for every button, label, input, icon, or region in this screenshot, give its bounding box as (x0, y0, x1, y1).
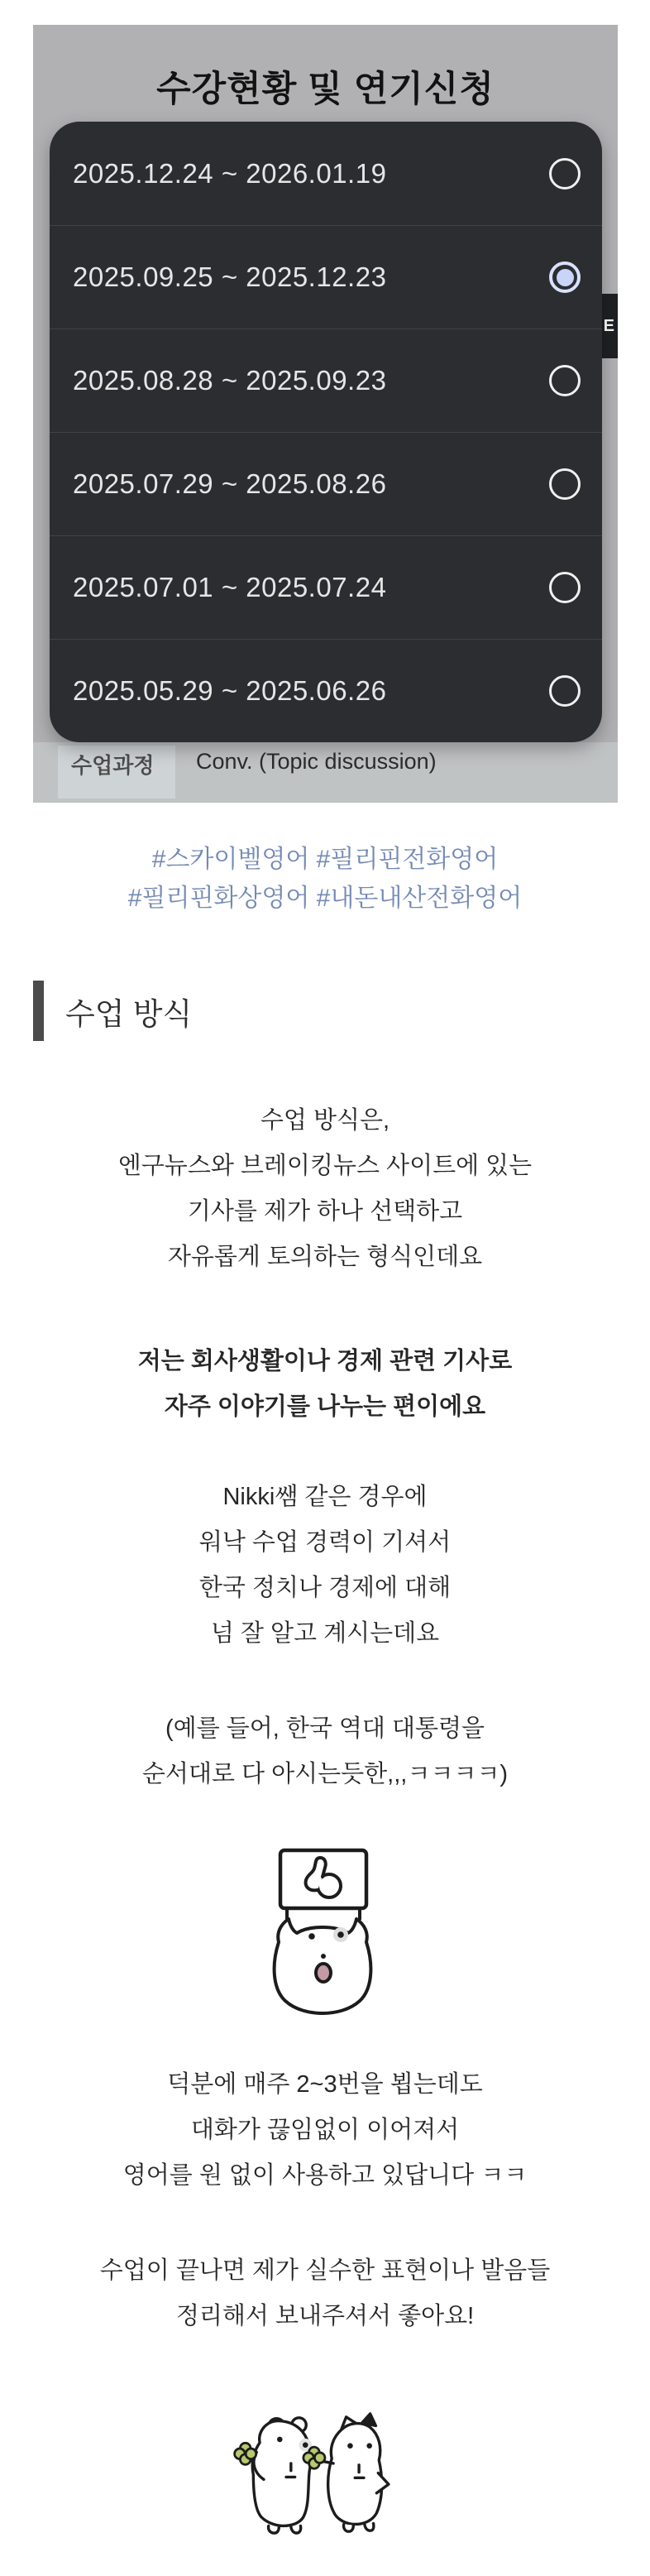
term-option[interactable] (50, 432, 602, 535)
clover-friends-doodle-svg (229, 2412, 394, 2536)
radio-button-icon[interactable] (549, 675, 581, 707)
paragraph-bold (0, 1339, 650, 1430)
paragraph-line: 기사를 제가 하나 선택하고 (187, 1198, 463, 1225)
course-type-label: 수업과정 (71, 753, 155, 778)
radio-button-icon[interactable] (549, 468, 581, 500)
radio-dot-icon (557, 269, 574, 286)
side-tab-button[interactable]: E (592, 294, 618, 358)
paragraph-line: 영어를 원 없이 사용하고 있답니다 ㅋㅋ (122, 2162, 528, 2189)
radio-button-icon[interactable] (549, 158, 581, 189)
radio-button-icon[interactable] (549, 261, 581, 293)
term-option-label: 2025.07.01 ~ 2025.07.24 (73, 572, 387, 602)
clover-friends-doodle (229, 2412, 394, 2536)
paragraph (0, 2062, 650, 2199)
app-screenshot (33, 25, 618, 803)
paragraph-line: (예를 들어, 한국 역대 대통령을 (165, 1715, 485, 1742)
thumbs-up-sign-doodle-svg (269, 1847, 376, 2015)
paragraph-line: Nikki쌤 같은 경우에 (222, 1484, 428, 1510)
paragraph (0, 1475, 650, 1657)
hashtag-line[interactable]: #필리핀화상영어 #내돈내산전화영어 (127, 885, 523, 912)
paragraph-line: 넘 잘 알고 계시는데요 (210, 1620, 440, 1647)
paragraph (0, 2248, 650, 2339)
paragraph-line: 순서대로 다 아시는듯한,,,ㅋㅋㅋㅋ) (141, 1761, 509, 1787)
hashtags[interactable] (0, 840, 650, 918)
background-table-row (33, 742, 618, 803)
term-option[interactable] (50, 329, 602, 432)
term-option[interactable] (50, 122, 602, 225)
section-bar (33, 981, 44, 1041)
paragraph-line: 자주 이야기를 나누는 편이에요 (164, 1394, 486, 1420)
section-title: 수업 방식 (65, 996, 193, 1031)
term-option[interactable] (50, 535, 602, 639)
term-option-label: 2025.09.25 ~ 2025.12.23 (73, 261, 387, 292)
paragraph-line: 대화가 끊임없이 이어져서 (190, 2117, 460, 2143)
paragraph-line: 정리해서 보내주셔서 좋아요! (175, 2303, 475, 2329)
term-option-label: 2025.05.29 ~ 2025.06.26 (73, 675, 387, 706)
paragraph-line: 자유롭게 토의하는 형식인데요 (167, 1244, 483, 1270)
term-option[interactable] (50, 225, 602, 329)
hashtag-line[interactable]: #스카이벨영어 #필리핀전화영어 (151, 846, 499, 873)
paragraph-line: 워낙 수업 경력이 기셔서 (198, 1529, 452, 1556)
paragraph-line: 덕분에 매주 2~3번을 뵙는데도 (167, 2071, 483, 2098)
paragraph (0, 1706, 650, 1797)
radio-button-icon[interactable] (549, 365, 581, 396)
radio-button-icon[interactable] (549, 572, 581, 603)
term-option-label: 2025.08.28 ~ 2025.09.23 (73, 365, 387, 396)
term-option-label: 2025.07.29 ~ 2025.08.26 (73, 468, 387, 499)
course-type-value: Conv. (Topic discussion) (196, 749, 437, 774)
paragraph-line: 한국 정치나 경제에 대해 (198, 1575, 452, 1601)
section-header (33, 981, 650, 1041)
page-title: 수강현황 및 연기신청 (156, 70, 495, 109)
term-option[interactable] (50, 639, 602, 742)
paragraph (0, 1098, 650, 1280)
thumbs-up-sign-doodle (269, 1847, 376, 2015)
paragraph-line: 수업 방식은, (260, 1107, 390, 1134)
paragraph-line: 수업이 끝나면 제가 실수한 표현이나 발음들 (99, 2257, 551, 2284)
paragraph-line: 엔구뉴스와 브레이킹뉴스 사이트에 있는 (117, 1153, 533, 1179)
term-option-label: 2025.12.24 ~ 2026.01.19 (73, 157, 387, 189)
term-select-dropdown (50, 122, 602, 742)
paragraph-line: 저는 회사생활이나 경제 관련 기사로 (137, 1348, 513, 1374)
